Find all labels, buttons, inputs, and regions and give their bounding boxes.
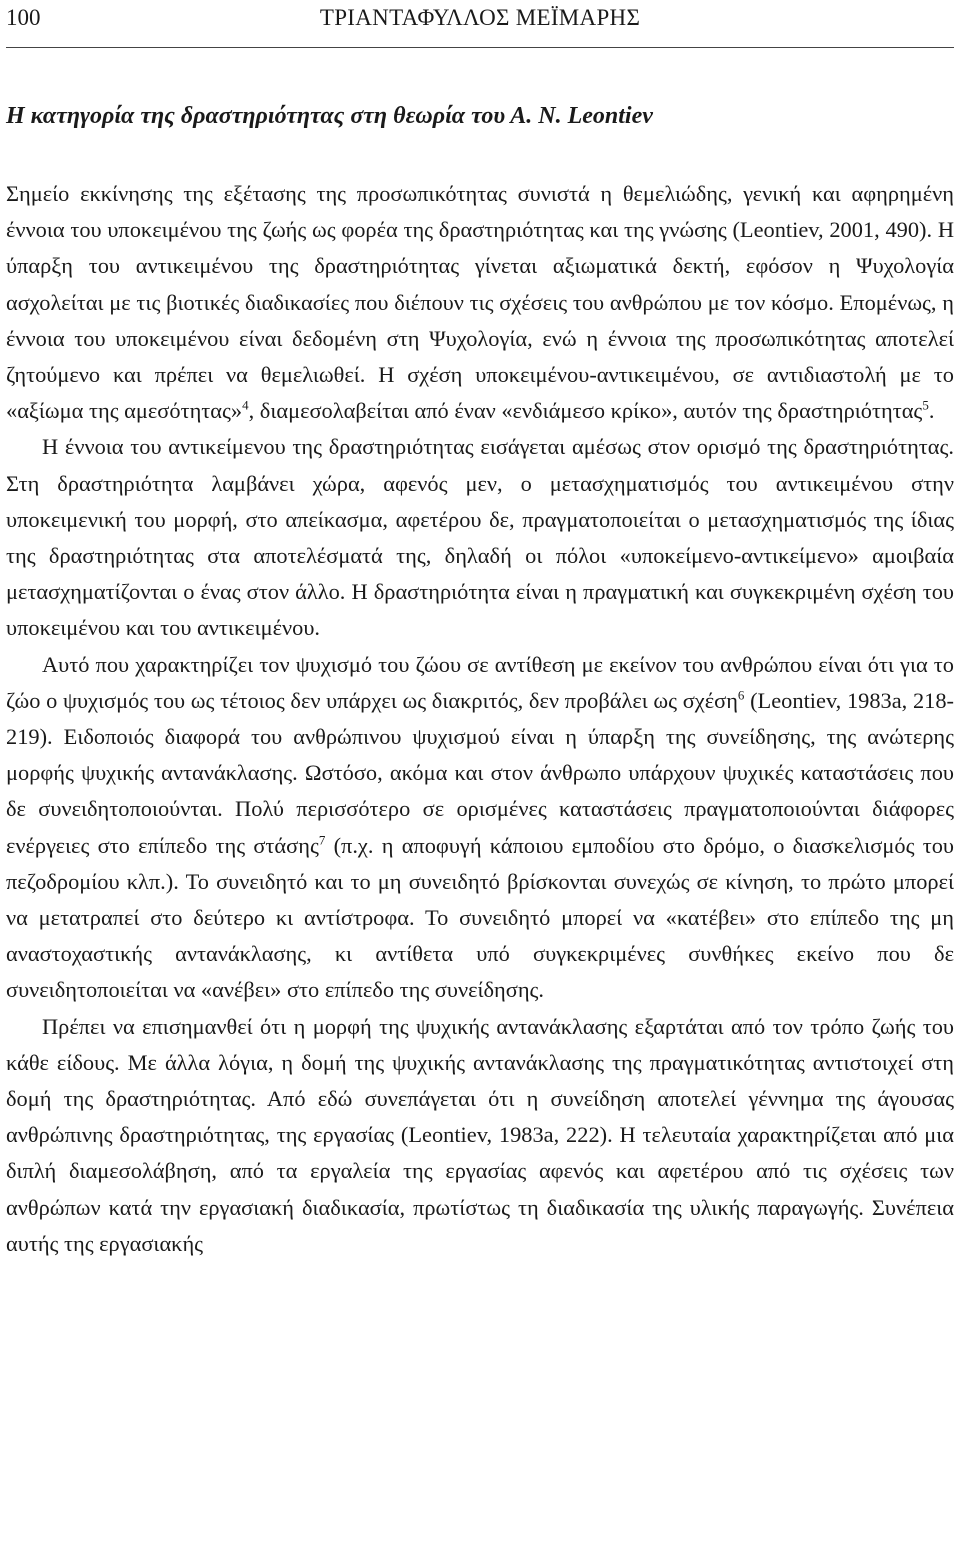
paragraph-4: Πρέπει να επισημανθεί ότι η μορφή της ψυχικής αντανάκλασης εξαρτάται από τον τρόπο ζωής του κάθε είδους. Με άλλα λόγια, η δομή της ψυχικής αντανάκλασης της πραγματικότητας αντιστοιχεί στη δομή της δραστηριότητας. Από εδώ συνεπάγεται ότι η συνείδηση αποτελεί γέννημα της άγουσας ανθρώπινης δραστηριότητας, της εργασίας (Leontiev, 1983a, 222). Η τελευταία χαρακτηρίζεται από μια διπλή διαμεσολάβηση, από τα εργαλεία της εργασίας αφενός και αφετέρου από τις σχέσεις των ανθρώπων κατά την εργασιακή διαδικασία, πρωτίστως τη διαδικασία της υλικής παραγωγής. Συνέπεια αυτής της εργασιακής — [6, 1013, 954, 1256]
paragraph-3 — [6, 647, 954, 1009]
paragraph-3-text-b: (Leontiev, 1983a, 218-219). Ειδοποιός διαφορά του ανθρώπινου ψυχισμού είναι η ύπαρξη της συνείδησης, της ανώτερης μορφής ψυχικής αντανάκλασης. Ωστόσο, ακόμα και στον άνθρωπο υπάρχουν ψυχικές καταστάσεις που δε συνειδητοποιούνται. Πολύ περισσότερο σε ορισμένες καταστάσεις πραγματοποιούνται διάφορες ενέργειες στο επίπεδο της στάσης — [6, 687, 954, 858]
paragraph-3-text-c: (π.χ. η αποφυγή κάποιου εμποδίου στο δρόμο, ο διασκελισμός του πεζοδρομίου κλπ.). Το συνειδητό και το μη συνειδητό βρίσκονται συνεχώς σε κίνηση, το πρώτο μπορεί να μετατραπεί στο δεύτερο κι αντίστροφα. Το συνειδητό μπορεί να «κατέβει» στο επίπεδο της μη αναστοχαστικής αντανάκλασης, κι αντίθετα υπό συγκεκριμένες συνθήκες εκείνο που δε συνειδητοποιείται να «ανέβει» στο επίπεδο της συνείδησης. — [6, 832, 954, 1003]
paragraph-2: Η έννοια του αντικείμενου της δραστηριότητας εισάγεται αμέσως στον ορισμό της δραστηριότητας. Στη δραστηριότητα λαμβάνει χώρα, αφενός μεν, ο μετασχηματισμός του αντικειμένου στην υποκειμενική του μορφή, στο απείκασμα, αφετέρου δε, πραγματοποιείται ο μετασχηματισμός της ίδιας της δραστηριότητας στα αποτελέσματά της, δηλαδή οι πόλοι «υποκείμενο-αντικείμενο» αμοιβαία μετασχηματίζονται ο ένας στον άλλο. Η δραστηριότητα είναι η πραγματική και συγκεκριμένη σχέση του υποκειμένου και του αντικειμένου. — [6, 434, 954, 641]
body-text — [6, 176, 954, 1262]
paragraph-1-text-b: , διαμεσολαβείται από έναν «ενδιάμεσο κρίκο», αυτόν της δραστηριότητας — [248, 398, 923, 424]
running-title: ΤΡΙΑΝΤΑΦΥΛΛΟΣ ΜΕΪΜΑΡΗΣ — [319, 5, 641, 30]
section-heading: Η κατηγορία της δραστηριότητας στη θεωρία του Α. Ν. Leontiev — [6, 103, 653, 129]
running-header — [6, 2, 954, 38]
paragraph-3-text-a: Αυτό που χαρακτηρίζει τον ψυχισμό του ζώου σε αντίθεση με εκείνον του ανθρώπου είναι ότι για το ζώο ο ψυχισμός του ως τέτοιος δεν υπάρχει ως διακριτός, δεν προβάλει ως σχέση — [6, 651, 954, 713]
paragraph-1 — [6, 176, 954, 429]
paragraph-1-text-a: Σημείο εκκίνησης της εξέτασης της προσωπικότητας συνιστά η θεμελιώδης, γενική και αφηρημένη έννοια του υποκειμένου της ζωής ως φορέα της δραστηριότητας και της γνώσης (Leontiev, 2001, 490). Η ύπαρξη του αντικειμένου της δραστηριότητας γίνεται αξιωματικά δεκτή, εφόσον η Ψυχολογία ασχολείται με τις βιοτικές διαδικασίες που διέπουν τις σχέσεις του ανθρώπου με τον κόσμο. Επομένως, η έννοια του υποκειμένου είναι δεδομένη στη Ψυχολογία, ενώ η έννοια της προσωπικότητας αποτελεί ζητούμενο και πρέπει να θεμελιωθεί. Η σχέση υποκειμένου-αντικειμένου, σε αντιδιαστολή με το «αξίωμα της αμεσότητας» — [6, 181, 954, 424]
footnote-marker-7: 7 — [318, 832, 326, 848]
footnote-marker-6: 6 — [737, 687, 745, 703]
page-number: 100 — [6, 5, 41, 30]
header-rule — [6, 47, 954, 48]
paragraph-1-text-c: . — [928, 398, 935, 424]
footnote-marker-5: 5 — [922, 397, 929, 413]
footnote-marker-4: 4 — [242, 397, 249, 413]
